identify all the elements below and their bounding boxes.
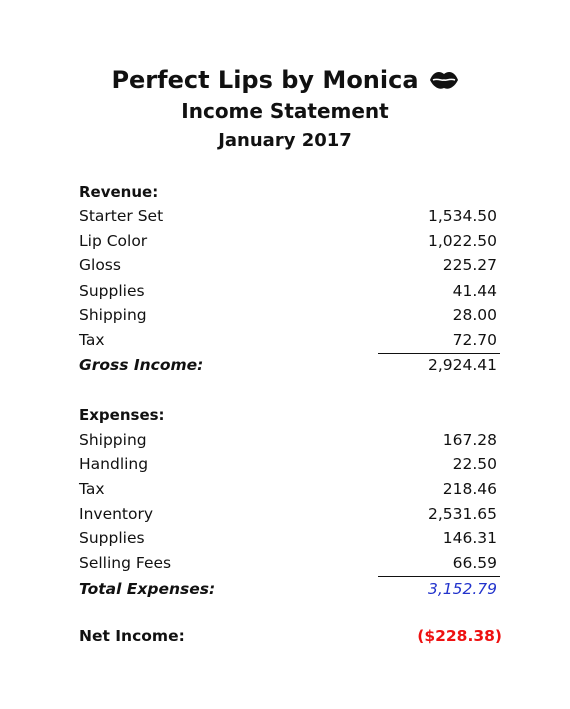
expense-row-label: Inventory: [79, 505, 154, 523]
statement-title: Income Statement: [181, 99, 389, 123]
expense-row: [79, 529, 497, 551]
revenue-row-label: Shipping: [79, 306, 147, 324]
expense-row-amount: 218.46: [442, 480, 497, 498]
expense-row-label: Selling Fees: [79, 554, 172, 572]
revenue-row-label: Lip Color: [79, 232, 148, 250]
expense-row-amount: 2,531.65: [427, 505, 497, 523]
revenue-row: [79, 232, 497, 254]
net-income-row: [79, 627, 502, 649]
expenses-heading: Expenses:: [79, 406, 165, 424]
revenue-row-label: Tax: [79, 331, 105, 349]
total-expenses-label: Total Expenses:: [79, 580, 216, 598]
revenue-row: [79, 331, 497, 353]
revenue-row: [79, 207, 497, 229]
revenue-row-label: Supplies: [79, 282, 145, 300]
revenue-subtotal-rule: [378, 353, 500, 354]
expense-row: [79, 455, 497, 477]
expense-row: [79, 480, 497, 502]
expense-row-label: Handling: [79, 455, 149, 473]
expense-row-label: Tax: [79, 480, 105, 498]
net-income-amount: ($228.38): [417, 627, 502, 645]
total-expenses-amount: 3,152.79: [427, 580, 497, 598]
revenue-row-label: Gloss: [79, 256, 121, 274]
expense-row-label: Supplies: [79, 529, 145, 547]
statement-period: January 2017: [218, 130, 352, 151]
total-expenses-row: [79, 580, 497, 602]
revenue-row: [79, 282, 497, 304]
company-title-row: [0, 62, 570, 98]
expense-row-amount: 146.31: [442, 529, 497, 547]
revenue-row: [79, 306, 497, 328]
company-name: Perfect Lips by Monica: [111, 66, 419, 94]
expenses-subtotal-rule: [378, 576, 500, 577]
revenue-heading: Revenue:: [79, 183, 159, 201]
expense-row-amount: 66.59: [452, 554, 497, 572]
gross-income-row: [79, 356, 497, 378]
gross-income-amount: 2,924.41: [427, 356, 497, 374]
revenue-row-amount: 1,022.50: [427, 232, 497, 250]
revenue-row-amount: 225.27: [442, 256, 497, 274]
expense-row-amount: 167.28: [442, 431, 497, 449]
net-income-label: Net Income:: [79, 627, 185, 645]
revenue-row-amount: 1,534.50: [427, 207, 497, 225]
revenue-row-amount: 28.00: [452, 306, 497, 324]
lips-icon: [429, 69, 459, 91]
revenue-row-amount: 72.70: [452, 331, 497, 349]
revenue-row-amount: 41.44: [452, 282, 497, 300]
gross-income-label: Gross Income:: [79, 356, 204, 374]
expense-row: [79, 505, 497, 527]
expense-row-label: Shipping: [79, 431, 147, 449]
expense-row: [79, 554, 497, 576]
revenue-row-label: Starter Set: [79, 207, 164, 225]
revenue-row: [79, 256, 497, 278]
expense-row-amount: 22.50: [452, 455, 497, 473]
expense-row: [79, 431, 497, 453]
